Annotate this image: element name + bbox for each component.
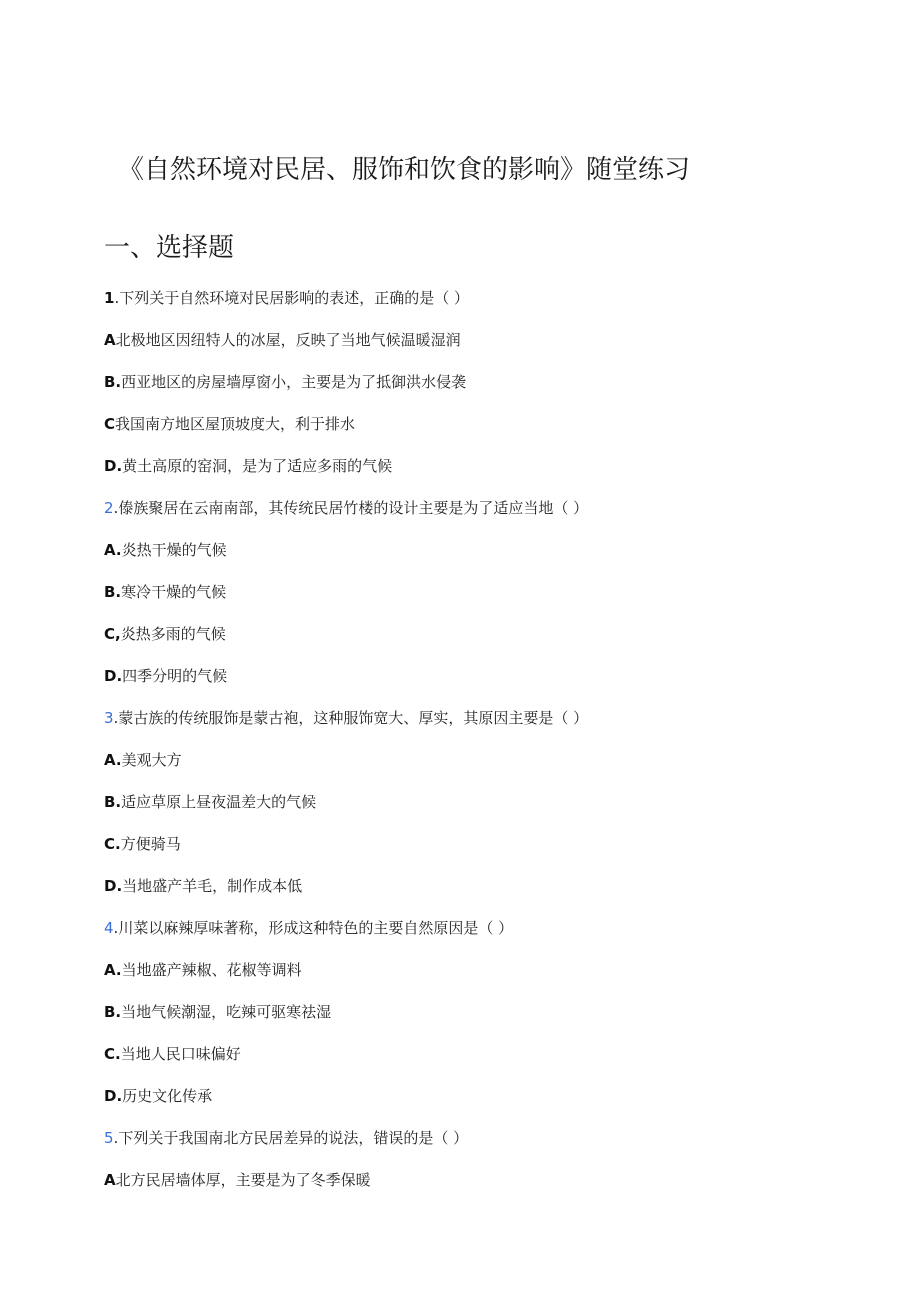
option-text: 炎热干燥的气候 (121, 541, 227, 559)
answer-option (104, 873, 884, 915)
section-heading: 一、选择题 (104, 233, 235, 263)
answer-option (104, 957, 884, 999)
option-marker: C (104, 415, 116, 433)
answer-option (104, 1167, 884, 1209)
option-text: 当地人民口味偏好 (120, 1045, 241, 1063)
document-title: 《自然环境对民居、服饰和饮食的影响》随堂练习 (118, 155, 691, 185)
option-text: 寒冷干燥的气候 (121, 583, 227, 601)
question-text: .下列关于自然环境对民居影响的表述，正确的是（ ） (114, 289, 469, 307)
answer-option (104, 789, 884, 831)
option-marker: B. (104, 373, 122, 391)
option-marker: A. (104, 751, 122, 769)
question-number: 3 (104, 709, 114, 727)
option-text: 方便骑马 (120, 835, 181, 853)
option-text: 当地盛产辣椒、花椒等调料 (121, 961, 302, 979)
option-marker: D. (104, 457, 123, 475)
question-text: .下列关于我国南北方民居差异的说法，错误的是（ ） (113, 1129, 469, 1147)
option-marker: A. (104, 961, 122, 979)
answer-option (104, 537, 884, 579)
option-marker: A (104, 1171, 116, 1189)
question-text: .川菜以麻辣厚味著称，形成这种特色的主要自然原因是（ ） (113, 919, 514, 937)
question-stem (104, 915, 884, 957)
answer-option (104, 1041, 884, 1083)
option-marker: C. (104, 835, 121, 853)
option-marker: D. (104, 667, 123, 685)
option-marker: B. (104, 1003, 122, 1021)
option-marker: D. (104, 1087, 123, 1105)
option-text: 炎热多雨的气候 (120, 625, 226, 643)
option-marker: B. (104, 793, 122, 811)
option-marker: C. (104, 1045, 121, 1063)
question-stem (104, 495, 884, 537)
option-text: 当地气候潮湿，吃辣可驱寒祛湿 (121, 1003, 332, 1021)
question-number: 5 (104, 1129, 114, 1147)
option-marker: A. (104, 541, 122, 559)
answer-option (104, 411, 884, 453)
question-text: .傣族聚居在云南南部，其传统民居竹楼的设计主要是为了适应当地（ ） (113, 499, 589, 517)
option-marker: B. (104, 583, 122, 601)
question-number: 1 (104, 289, 115, 307)
answer-option (104, 453, 884, 495)
option-text: 北极地区因纽特人的冰屋，反映了当地气候温暖湿润 (115, 331, 461, 349)
question-text: .蒙古族的传统服饰是蒙古袍，这种服饰宽大、厚实，其原因主要是（ ） (113, 709, 589, 727)
option-text: 北方民居墙体厚，主要是为了冬季保暖 (115, 1171, 371, 1189)
option-marker: A (104, 331, 116, 349)
answer-option (104, 327, 884, 369)
question-stem (104, 1125, 884, 1167)
option-text: 我国南方地区屋顶坡度大，利于排水 (115, 415, 356, 433)
answer-option (104, 621, 884, 663)
question-number: 2 (104, 499, 114, 517)
question-list (104, 285, 884, 1209)
option-text: 当地盛产羊毛，制作成本低 (122, 877, 303, 895)
answer-option (104, 831, 884, 873)
question-stem (104, 705, 884, 747)
option-text: 西亚地区的房屋墙厚窗小，主要是为了抵御洪水侵袭 (121, 373, 467, 391)
question-stem (104, 285, 884, 327)
option-text: 四季分明的气候 (122, 667, 228, 685)
option-text: 黄土高原的窑洞，是为了适应多雨的气候 (122, 457, 393, 475)
option-marker: D. (104, 877, 123, 895)
option-text: 适应草原上昼夜温差大的气候 (121, 793, 317, 811)
answer-option (104, 579, 884, 621)
answer-option (104, 369, 884, 411)
answer-option (104, 663, 884, 705)
option-marker: C, (104, 625, 121, 643)
option-text: 美观大方 (121, 751, 182, 769)
answer-option (104, 747, 884, 789)
answer-option (104, 1083, 884, 1125)
question-number: 4 (104, 919, 114, 937)
answer-option (104, 999, 884, 1041)
option-text: 历史文化传承 (122, 1087, 213, 1105)
